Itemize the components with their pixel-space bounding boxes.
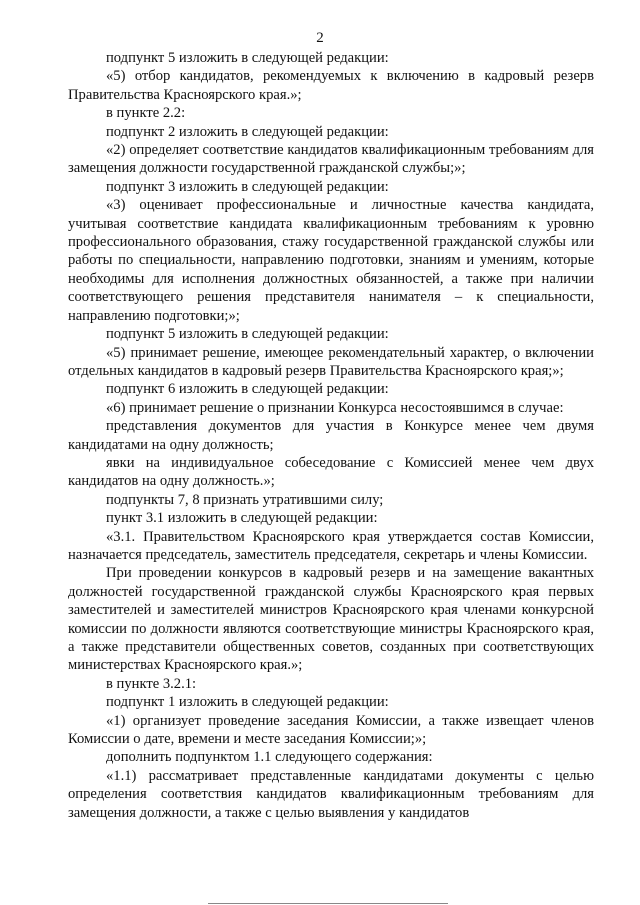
paragraph: «3) оценивает профессиональные и личностные качества кандидата, учитывая соответствие кандидата квалификационным требованиям к уровню профессионального образования, стажу государственной гражданской службы или работы по специальности, направлению подготовки, знаниям и умениям, которые необходимы для исполнения должностных обязанностей, а также при наличии соответствующего решения представителя нанимателя – к специальности, направлению подготовки;»; — [68, 197, 594, 324]
paragraph: «2) определяет соответствие кандидатов квалификационным требованиям для замещения должности государственной гражданской службы;»; — [68, 142, 594, 177]
paragraph: подпункт 1 изложить в следующей редакции: — [106, 694, 389, 711]
paragraph: представления документов для участия в Конкурсе менее чем двумя кандидатами на одну должность; — [68, 418, 594, 453]
paragraph: подпункт 5 изложить в следующей редакции: — [106, 326, 389, 343]
paragraph: дополнить подпунктом 1.1 следующего содержания: — [106, 749, 433, 766]
paragraph: подпункт 3 изложить в следующей редакции: — [106, 178, 389, 195]
paragraph: подпункт 6 изложить в следующей редакции: — [106, 381, 389, 398]
paragraph: пункт 3.1 изложить в следующей редакции: — [106, 510, 378, 527]
paragraph: явки на индивидуальное собеседование с Комиссией менее чем двух кандидатов на одну должность.»; — [68, 454, 594, 490]
paragraph: в пункте 3.2.1: — [106, 675, 197, 692]
page-bottom-rule — [208, 903, 448, 904]
document-body — [68, 49, 594, 822]
page-number: 2 — [316, 30, 324, 46]
paragraph: подпункт 5 изложить в следующей редакции: — [106, 50, 389, 66]
paragraph: подпункты 7, 8 признать утратившими силу; — [106, 491, 384, 508]
paragraph: При проведении конкурсов в кадровый резерв и на замещение вакантных должностей государственной гражданской службы Красноярского края первых заместителей и заместителей министров Красноярского края членами конкурсной комиссии по должности являются соответствующие министры Красноярского края, а также представители общественных советов, созданных при соответствующих министерствах Красноярского края.»; — [68, 565, 594, 674]
paragraph: в пункте 2.2: — [106, 105, 186, 122]
paragraph: «5) отбор кандидатов, рекомендуемых к включению в кадровый резерв Правительства Красноярского края.»; — [68, 68, 594, 103]
paragraph: «1.1) рассматривает представленные кандидатами документы с целью определения соответствия кандидатов квалификационным требованиям для замещения должности, а также с целью выявления у кандидатов — [68, 767, 594, 821]
paragraph: «1) организует проведение заседания Комиссии, а также извещает членов Комиссии о дате, времени и месте заседания Комиссии;»; — [68, 712, 594, 748]
paragraph: «5) принимает решение, имеющее рекомендательный характер, о включении отдельных кандидатов в кадровый резерв Правительства Красноярского края;»; — [68, 344, 594, 379]
paragraph: «3.1. Правительством Красноярского края утверждается состав Комиссии, назначается председатель, заместитель председателя, секретарь и члены Комиссии. — [68, 528, 594, 563]
paragraph: подпункт 2 изложить в следующей редакции: — [106, 123, 389, 140]
paragraph: «6) принимает решение о признании Конкурса несостоявшимся в случае: — [106, 399, 564, 416]
